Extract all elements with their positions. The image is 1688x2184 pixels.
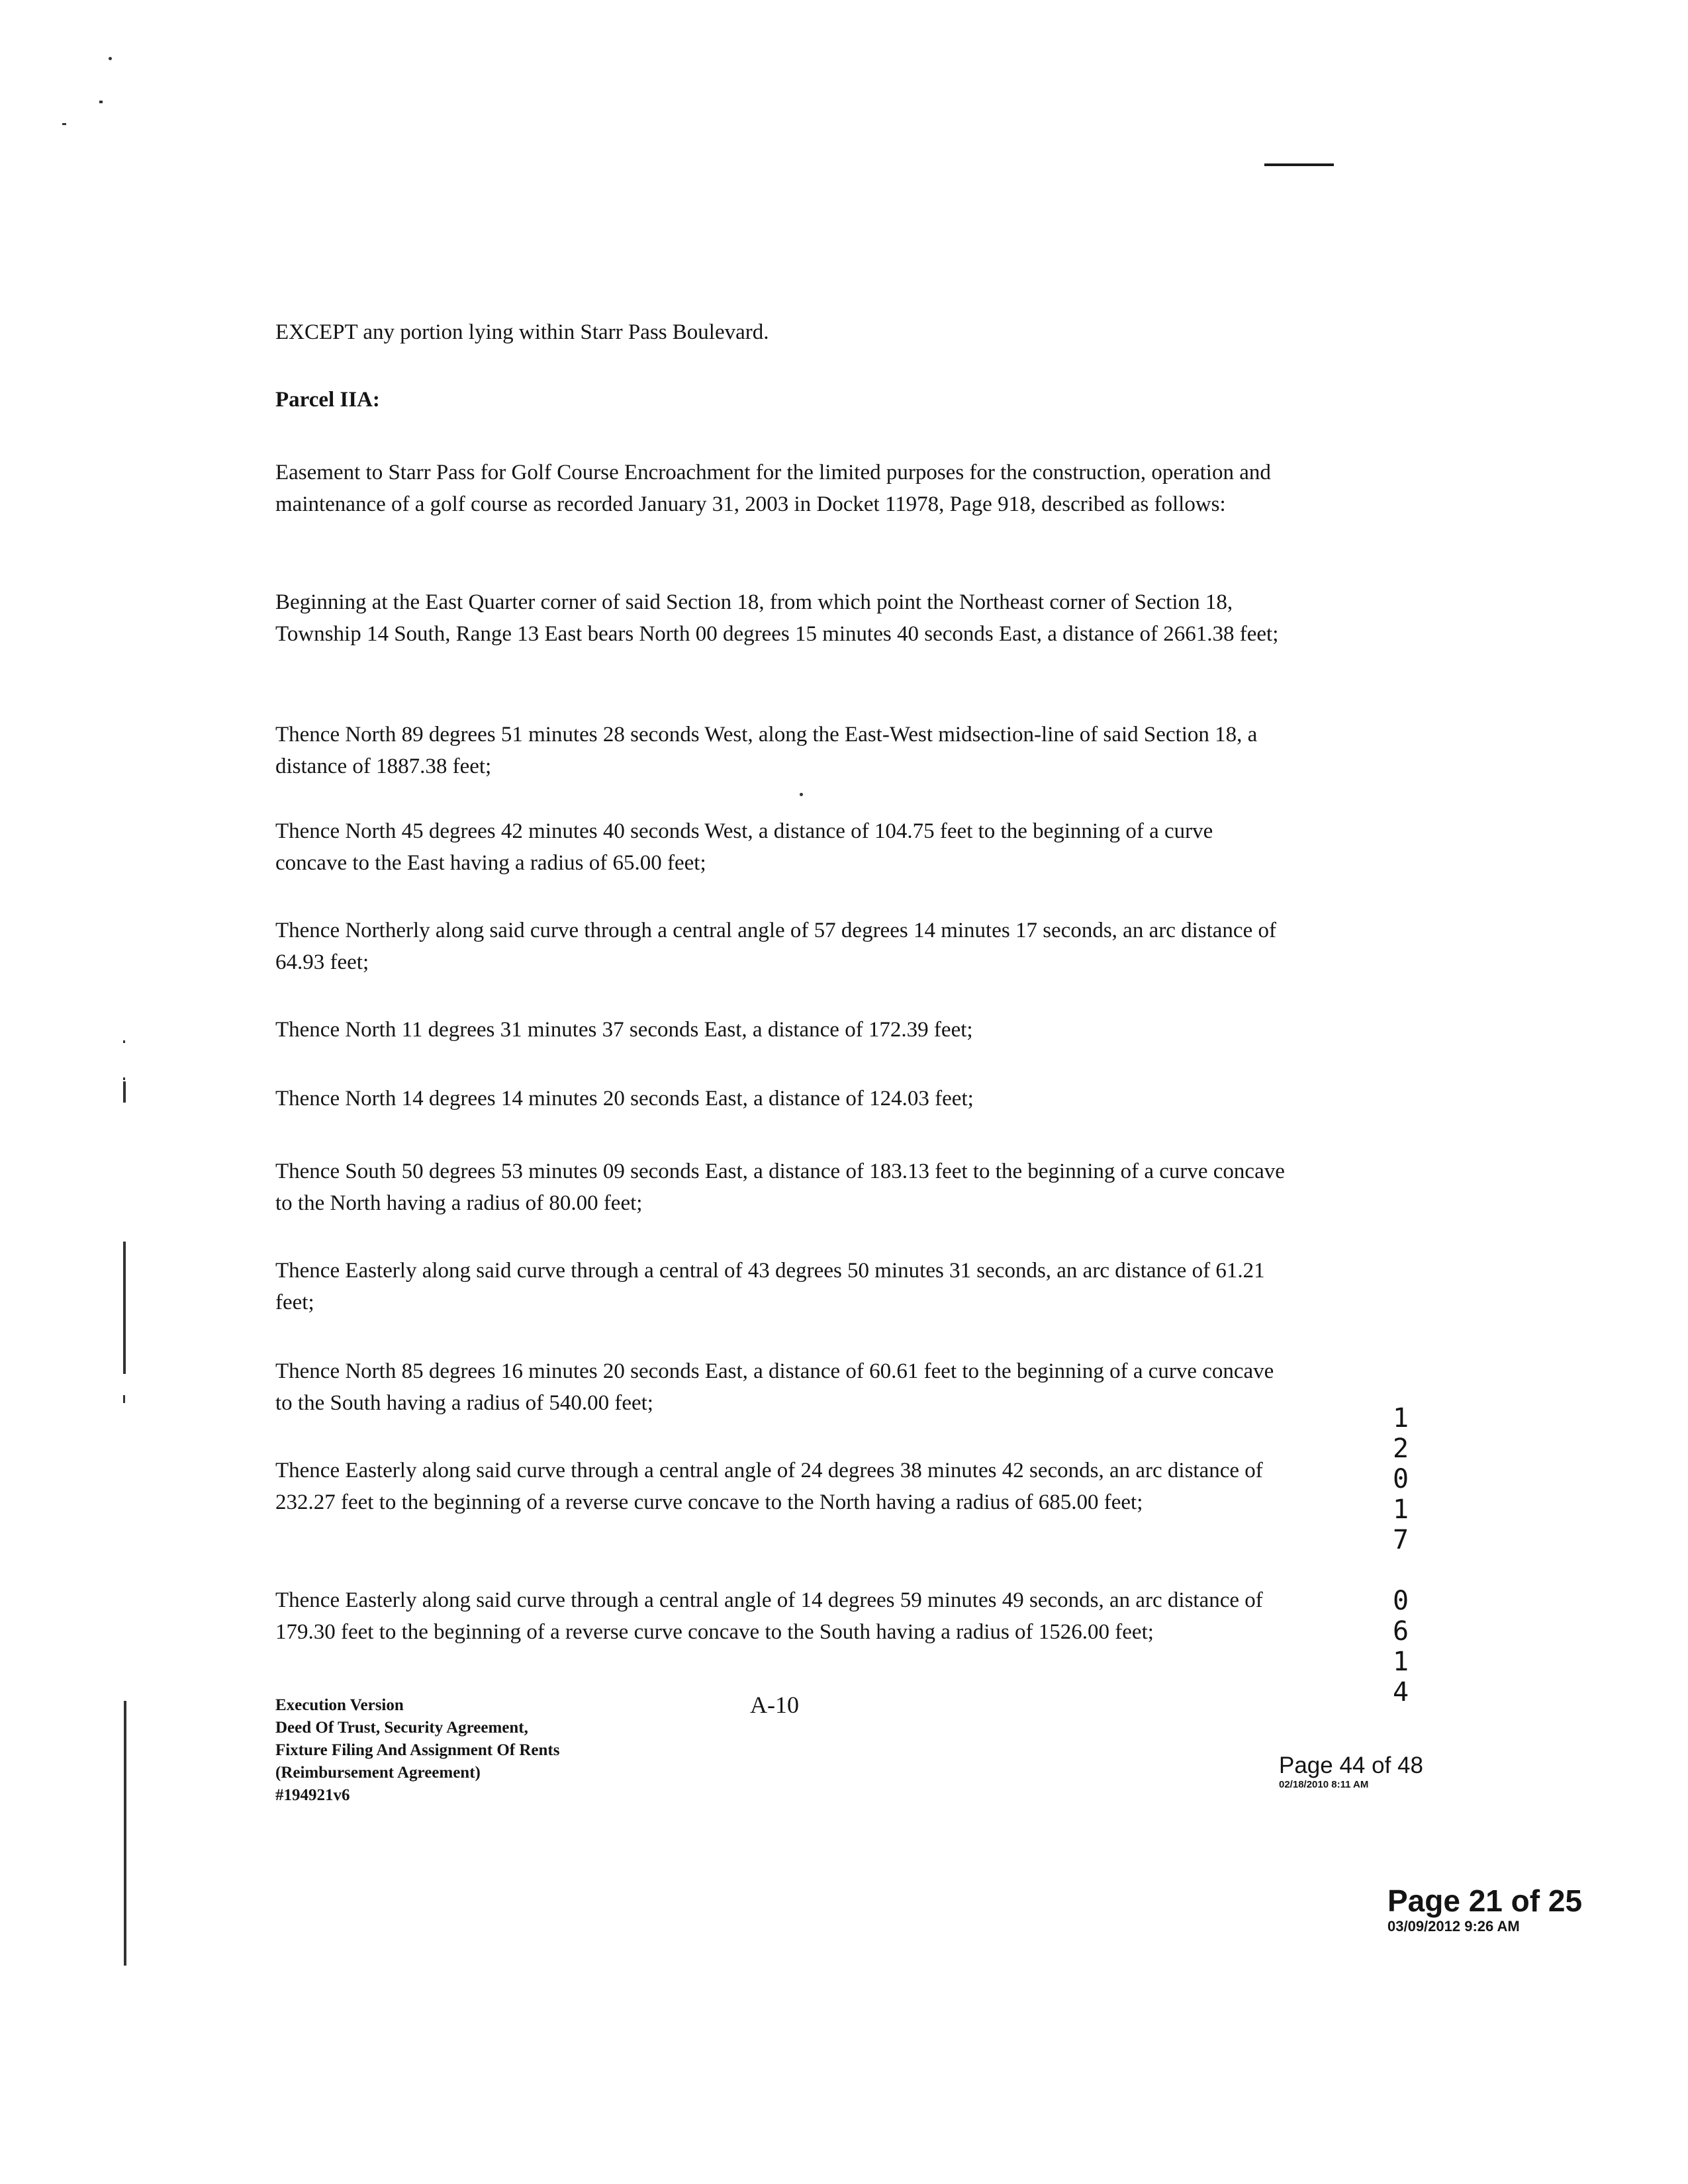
scan-mark	[109, 57, 112, 60]
docket-digit: 1	[1392, 1403, 1409, 1433]
paragraph-easement: Easement to Starr Pass for Golf Course Encroachment for the limited purposes for the construction, operation and maintenance of a golf course as recorded January 31, 2003 in Docket 11978, Page 918, described as follows:	[275, 461, 1271, 516]
except-line: EXCEPT any portion lying within Starr Pass Boulevard.	[275, 320, 769, 344]
inner-page-stamp	[1279, 1752, 1423, 1791]
inner-page-count: Page 44 of 48	[1279, 1752, 1423, 1778]
paragraph-course: Thence South 50 degrees 53 minutes 09 seconds East, a distance of 183.13 feet to the beginning of a curve concave to the North having a radius of 80.00 feet;	[275, 1160, 1285, 1215]
docket-number	[1387, 1403, 1414, 1707]
docket-digit: 0	[1392, 1586, 1409, 1616]
docket-digit	[1387, 1555, 1414, 1586]
left-edge-mark	[123, 1395, 125, 1403]
footer-line: (Reimbursement Agreement)	[275, 1764, 481, 1782]
outer-page-timestamp: 03/09/2012 9:26 AM	[1387, 1918, 1520, 1934]
left-edge-mark	[123, 1242, 126, 1374]
docket-digit: 6	[1392, 1616, 1409, 1647]
paragraph-course: Thence North 89 degrees 51 minutes 28 seconds West, along the East-West midsection-line of said Section 18, a distance of 1887.38 feet;	[275, 723, 1258, 778]
docket-digit: 1	[1392, 1494, 1409, 1525]
scan-mark	[123, 1040, 125, 1043]
paragraph-course: Thence North 11 degrees 31 minutes 37 seconds East, a distance of 172.39 feet;	[275, 1018, 973, 1042]
paragraph-beginning: Beginning at the East Quarter corner of said Section 18, from which point the Northeast corner of Section 18, Township 14 South, Range 13 East bears North 00 degrees 15 minutes 40 seconds East, a distance of 2661.38 feet;	[275, 590, 1279, 646]
parcel-heading: Parcel IIA:	[275, 388, 380, 412]
document-footer	[275, 1694, 559, 1807]
paragraph-course: Thence Easterly along said curve through a central of 43 degrees 50 minutes 31 seconds, an arc distance of 61.21 feet;	[275, 1259, 1265, 1314]
scan-mark	[123, 1077, 125, 1080]
scan-mark	[99, 101, 103, 103]
left-edge-mark	[124, 1701, 126, 1966]
left-edge-mark	[123, 1081, 126, 1103]
inner-page-timestamp: 02/18/2010 8:11 AM	[1279, 1779, 1369, 1790]
docket-digit: 0	[1392, 1464, 1409, 1494]
docket-digit: 7	[1392, 1525, 1409, 1555]
top-rule	[1264, 163, 1334, 166]
docket-digit: 1	[1392, 1647, 1409, 1677]
docket-digit: 2	[1392, 1433, 1409, 1464]
footer-line: #194921v6	[275, 1786, 350, 1804]
docket-digit: 4	[1392, 1677, 1409, 1707]
scan-mark	[800, 793, 803, 796]
footer-line: Fixture Filing And Assignment Of Rents	[275, 1741, 560, 1759]
paragraph-course: Thence Northerly along said curve through a central angle of 57 degrees 14 minutes 17 seconds, an arc distance of 64.93 feet;	[275, 919, 1276, 974]
paragraph-course: Thence North 45 degrees 42 minutes 40 seconds West, a distance of 104.75 feet to the beginning of a curve concave to the East having a radius of 65.00 feet;	[275, 819, 1213, 875]
paragraph-course: Thence Easterly along said curve through a central angle of 14 degrees 59 minutes 49 seconds, an arc distance of 179.30 feet to the beginning of a reverse curve concave to the South having a radius of 1526.00 feet;	[275, 1588, 1263, 1644]
scan-mark	[62, 123, 66, 125]
outer-page-count: Page 21 of 25	[1387, 1884, 1583, 1918]
outer-page-stamp	[1387, 1884, 1582, 1935]
paragraph-course: Thence Easterly along said curve through a central angle of 24 degrees 38 minutes 42 seconds, an arc distance of 232.27 feet to the beginning of a reverse curve concave to the North having a radius of 685.00 feet;	[275, 1459, 1263, 1514]
footer-line: Execution Version	[275, 1696, 404, 1714]
exhibit-page-ref: A-10	[750, 1692, 799, 1718]
paragraph-course: Thence North 14 degrees 14 minutes 20 seconds East, a distance of 124.03 feet;	[275, 1087, 974, 1111]
paragraph-course: Thence North 85 degrees 16 minutes 20 seconds East, a distance of 60.61 feet to the beginning of a curve concave to the South having a radius of 540.00 feet;	[275, 1359, 1274, 1415]
footer-line: Deed Of Trust, Security Agreement,	[275, 1719, 528, 1737]
